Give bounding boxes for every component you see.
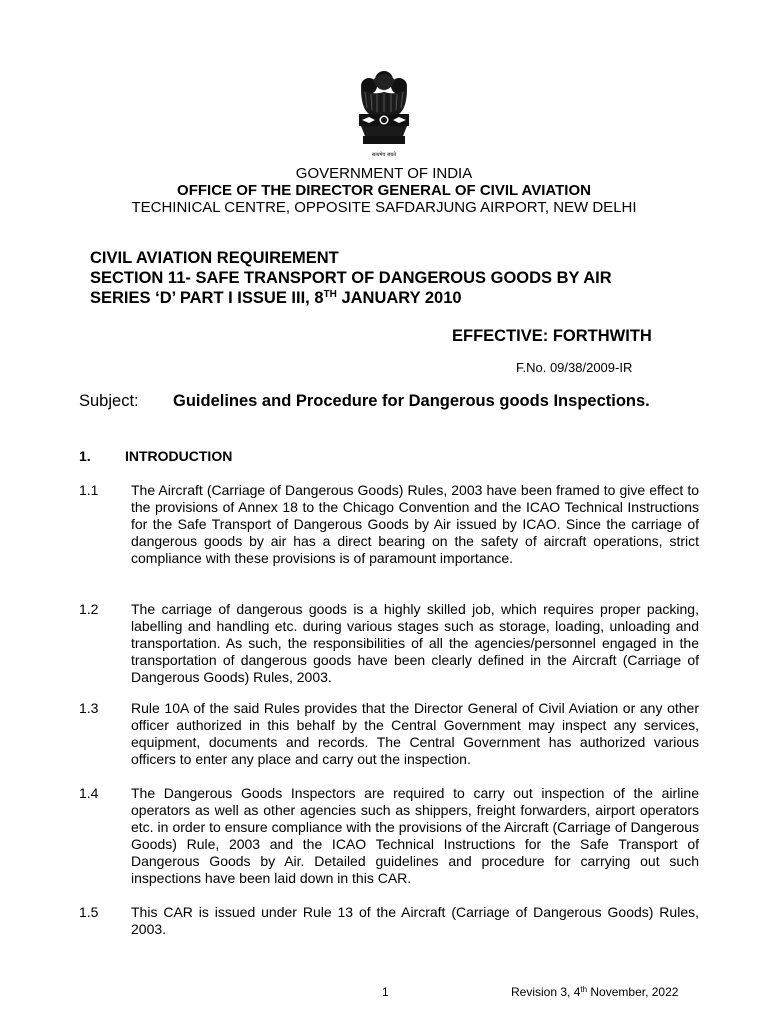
national-emblem <box>347 68 421 164</box>
revision-suffix: November, 2022 <box>587 985 679 999</box>
paragraph-text: This CAR is issued under Rule 13 of the Aircraft (Carriage of Dangerous Goods) Rules, 2003. <box>131 904 699 937</box>
paragraph-text: The carriage of dangerous goods is a highly skilled job, which requires proper packing, labelling and handling etc. during various stages such as storage, loading, unloading and transportation. As such, the responsibilities of all the agencies/personnel engaged in the transportation of dangerous goods have been clearly defined in the Aircraft (Carriage of Dangerous Goods) Rules, 2003. <box>131 601 699 685</box>
emblem-motto: सत्यमेव जयते <box>371 152 397 158</box>
car-section: SECTION 11- SAFE TRANSPORT OF DANGEROUS GOODS BY AIR <box>90 269 612 287</box>
car-title: CIVIL AVIATION REQUIREMENT <box>90 249 339 267</box>
section-number: 1. <box>79 448 91 464</box>
paragraph-number: 1.5 <box>79 904 99 920</box>
paragraph-number: 1.2 <box>79 601 99 617</box>
effective-status: EFFECTIVE: FORTHWITH <box>452 327 652 345</box>
paragraph-number: 1.4 <box>79 785 99 801</box>
subject-text: Guidelines and Procedure for Dangerous goods Inspections. <box>173 392 650 410</box>
paragraph-number: 1.3 <box>79 700 99 716</box>
header-government: GOVERNMENT OF INDIA <box>295 165 473 182</box>
paragraph-text: Rule 10A of the said Rules provides that the Director General of Civil Aviation or any other officer authorized in this behalf by the Central Government may inspect any services, equipment, documents and records. The Central Government has authorized various officers to enter any place and carry out the inspection. <box>131 700 699 767</box>
car-series-suffix: JANUARY 2010 <box>336 289 462 307</box>
revision-prefix: Revision 3, 4 <box>511 985 581 999</box>
car-series <box>90 288 462 309</box>
file-number: F.No. 09/38/2009-IR <box>516 360 633 375</box>
revision-ordinal: th <box>580 985 588 994</box>
subject-label: Subject: <box>79 392 139 410</box>
car-series-prefix: SERIES ‘D’ PART I ISSUE III, 8 <box>90 289 324 307</box>
revision-note <box>511 985 678 999</box>
section-title: INTRODUCTION <box>125 448 233 464</box>
paragraph-text: The Aircraft (Carriage of Dangerous Goods) Rules, 2003 have been framed to give effect to the provisions of Annex 18 to the Chicago Convention and the ICAO Technical Instructions for the Safe Transport of Dangerous Goods by Air issued by ICAO. Since the carriage of dangerous goods by air has a direct bearing on the safety of aircraft operations, strict compliance with these provisions is of paramount importance. <box>131 482 699 566</box>
paragraph-text: The Dangerous Goods Inspectors are required to carry out inspection of the airline operators as well as other agencies such as shippers, freight forwarders, airport operators etc. in order to ensure compliance with the provisions of the Aircraft (Carriage of Dangerous Goods) Rule, 2003 and the ICAO Technical Instructions for the Safe Transport of Dangerous Goods by Air. Detailed guidelines and procedure for carrying out such inspections have been laid down in this CAR. <box>131 785 699 886</box>
car-series-ordinal: TH <box>323 289 337 300</box>
page-number: 1 <box>382 985 389 999</box>
header-address: TECHINICAL CENTRE, OPPOSITE SAFDARJUNG AIRPORT, NEW DELHI <box>131 199 637 216</box>
lion-capital-icon <box>347 68 421 152</box>
header-office: OFFICE OF THE DIRECTOR GENERAL OF CIVIL AVIATION <box>177 182 591 199</box>
paragraph-number: 1.1 <box>79 482 99 498</box>
